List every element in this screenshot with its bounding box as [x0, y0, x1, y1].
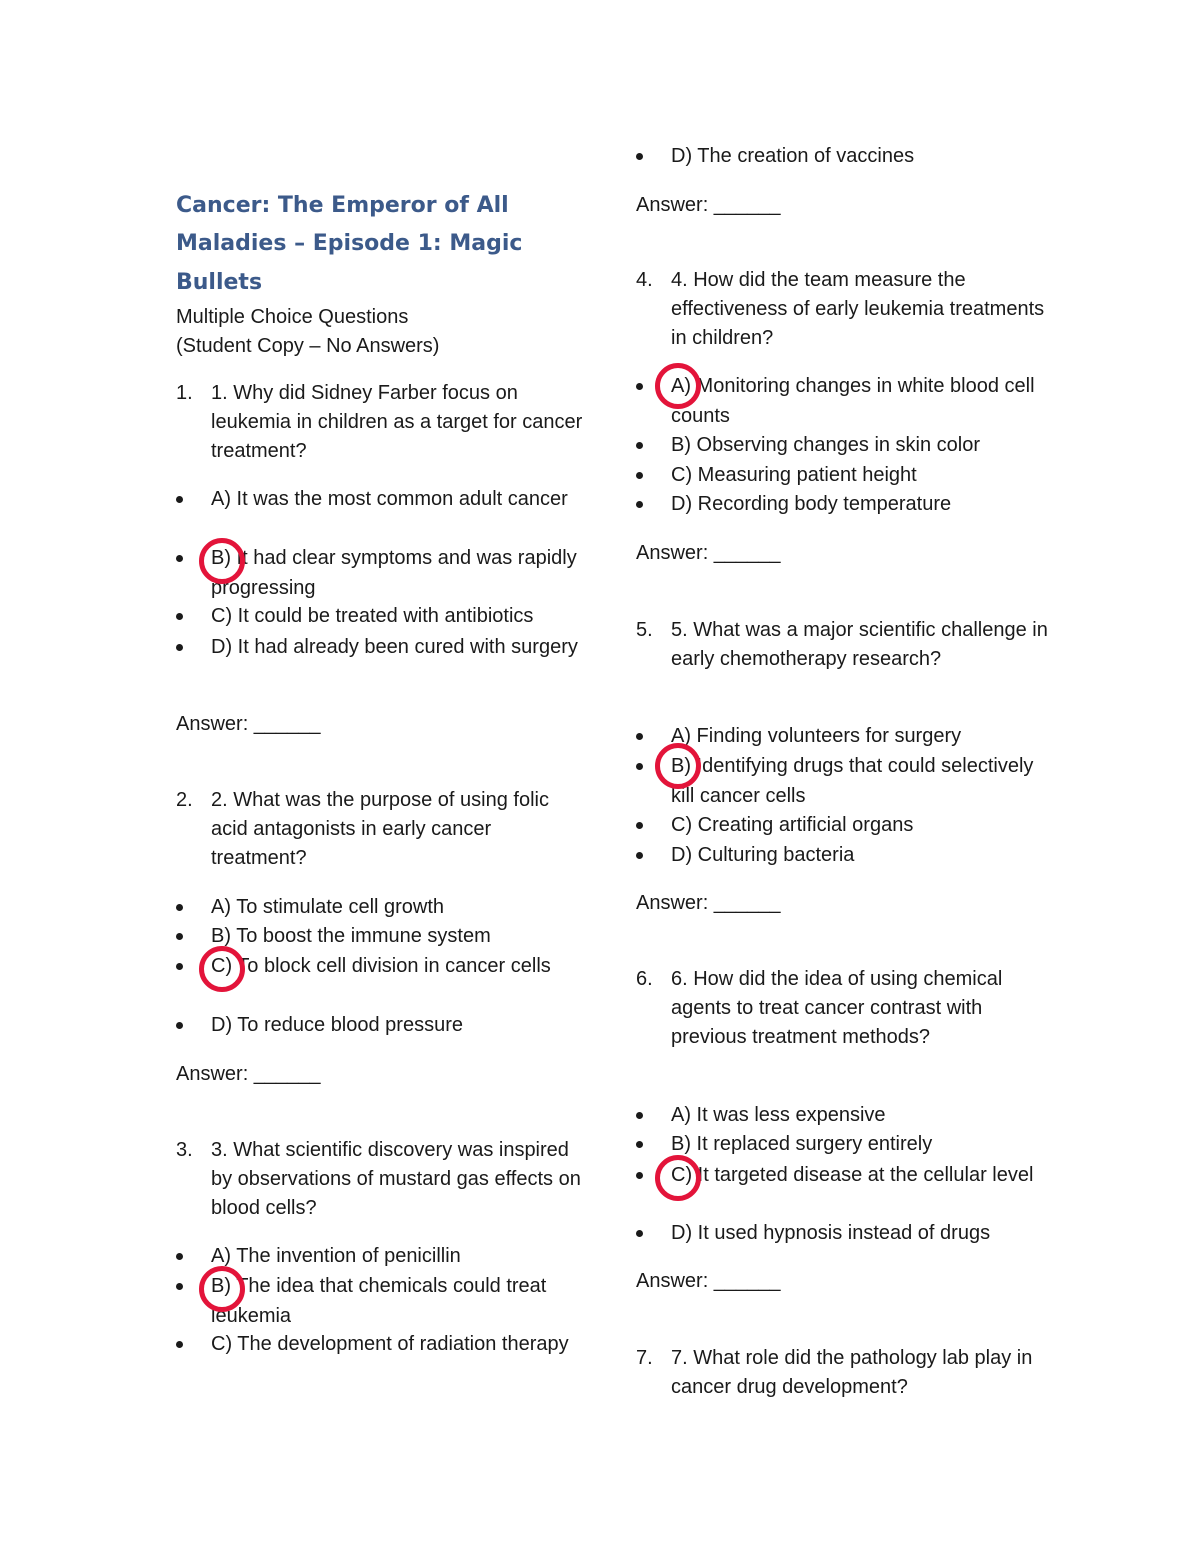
option-text: D) To reduce blood pressure	[211, 1014, 463, 1036]
bullet-icon	[636, 852, 643, 859]
bullet-icon	[176, 963, 183, 970]
bullet-icon	[636, 442, 643, 449]
option-text: C) To block cell division in cancer cells	[211, 955, 551, 977]
bullet-icon	[176, 904, 183, 911]
option-text: B) To boost the immune system	[211, 925, 491, 947]
option-text: C) It could be treated with antibiotics	[211, 605, 534, 627]
option-text: B) Observing changes in skin color	[671, 434, 981, 456]
option-text: D) Recording body temperature	[671, 493, 952, 515]
answer-blank-6: Answer: ______	[636, 1270, 781, 1292]
answer-circle-q2	[199, 946, 245, 992]
answer-blank-3: Answer: ______	[636, 194, 781, 216]
option-text: B) Identifying drugs that could selectively kill cancer cells	[671, 755, 1034, 807]
option-text: D) It had already been cured with surgery	[211, 636, 578, 658]
option-text: A) It was the most common adult cancer	[211, 488, 568, 510]
question-text: 4. How did the team measure the effectiveness of early leukemia treatments in children?	[671, 269, 1045, 349]
answer-circle-q3	[199, 1266, 245, 1312]
bullet-icon	[636, 383, 643, 390]
document-title-line-2: Maladies – Episode 1: Magic	[176, 231, 523, 256]
bullet-icon	[636, 1112, 643, 1119]
option-text: A) Finding volunteers for surgery	[671, 725, 962, 747]
question-number: 2.	[176, 789, 193, 811]
option-text: C) Measuring patient height	[671, 464, 917, 486]
bullet-icon	[176, 496, 183, 503]
bullet-icon	[636, 153, 643, 160]
bullet-icon	[636, 1172, 643, 1179]
option-text: A) It was less expensive	[671, 1104, 886, 1126]
document-title-line-1: Cancer: The Emperor of All	[176, 193, 509, 218]
question-number: 7.	[636, 1347, 653, 1369]
bullet-icon	[176, 1341, 183, 1348]
question-number: 3.	[176, 1139, 193, 1161]
subtitle-line-2: (Student Copy – No Answers)	[176, 335, 440, 357]
option-text: A) Monitoring changes in white blood cell counts	[671, 375, 1035, 427]
option-text: B) It replaced surgery entirely	[671, 1133, 933, 1155]
bullet-icon	[176, 613, 183, 620]
option-text: A) To stimulate cell growth	[211, 896, 445, 918]
option-text: D) Culturing bacteria	[671, 844, 855, 866]
bullet-icon	[636, 1141, 643, 1148]
subtitle-line-1: Multiple Choice Questions	[176, 306, 409, 328]
bullet-icon	[636, 733, 643, 740]
question-text: 2. What was the purpose of using folic acid antagonists in early cancer treatment?	[211, 789, 549, 869]
question-number: 1.	[176, 382, 193, 404]
answer-blank-5: Answer: ______	[636, 892, 781, 914]
bullet-icon	[176, 1022, 183, 1029]
option-text: D) The creation of vaccines	[671, 145, 915, 167]
option-text: B) It had clear symptoms and was rapidly progressing	[211, 547, 577, 599]
question-text: 7. What role did the pathology lab play in cancer drug development?	[671, 1347, 1033, 1398]
document-title-line-3: Bullets	[176, 270, 263, 295]
question-text: 1. Why did Sidney Farber focus on leukemia in children as a target for cancer treatment?	[211, 382, 583, 462]
question-number: 6.	[636, 968, 653, 990]
answer-blank-2: Answer: ______	[176, 1063, 321, 1085]
bullet-icon	[636, 501, 643, 508]
option-text: A) The invention of penicillin	[211, 1245, 461, 1267]
answer-circle-q1	[199, 538, 245, 584]
bullet-icon	[176, 933, 183, 940]
bullet-icon	[636, 1230, 643, 1237]
answer-circle-q4	[655, 363, 701, 409]
bullet-icon	[176, 644, 183, 651]
bullet-icon	[176, 555, 183, 562]
question-text: 3. What scientific discovery was inspired by observations of mustard gas effects on blood cells?	[211, 1139, 581, 1219]
answer-blank-1: Answer: ______	[176, 713, 321, 735]
question-text: 6. How did the idea of using chemical agents to treat cancer contrast with previous treatment methods?	[671, 968, 1003, 1048]
answer-circle-q5	[655, 743, 701, 789]
bullet-icon	[176, 1253, 183, 1260]
bullet-icon	[636, 763, 643, 770]
bullet-icon	[176, 1283, 183, 1290]
answer-blank-4: Answer: ______	[636, 542, 781, 564]
option-text: C) It targeted disease at the cellular level	[671, 1164, 1034, 1186]
question-number: 5.	[636, 619, 653, 641]
question-text: 5. What was a major scientific challenge in early chemotherapy research?	[671, 619, 1048, 670]
option-text: C) Creating artificial organs	[671, 814, 914, 836]
option-text: C) The development of radiation therapy	[211, 1333, 569, 1355]
answer-circle-q6	[655, 1155, 701, 1201]
bullet-icon	[636, 472, 643, 479]
question-number: 4.	[636, 269, 653, 291]
option-text: D) It used hypnosis instead of drugs	[671, 1222, 991, 1244]
bullet-icon	[636, 822, 643, 829]
option-text: B) The idea that chemicals could treat leukemia	[211, 1275, 547, 1327]
